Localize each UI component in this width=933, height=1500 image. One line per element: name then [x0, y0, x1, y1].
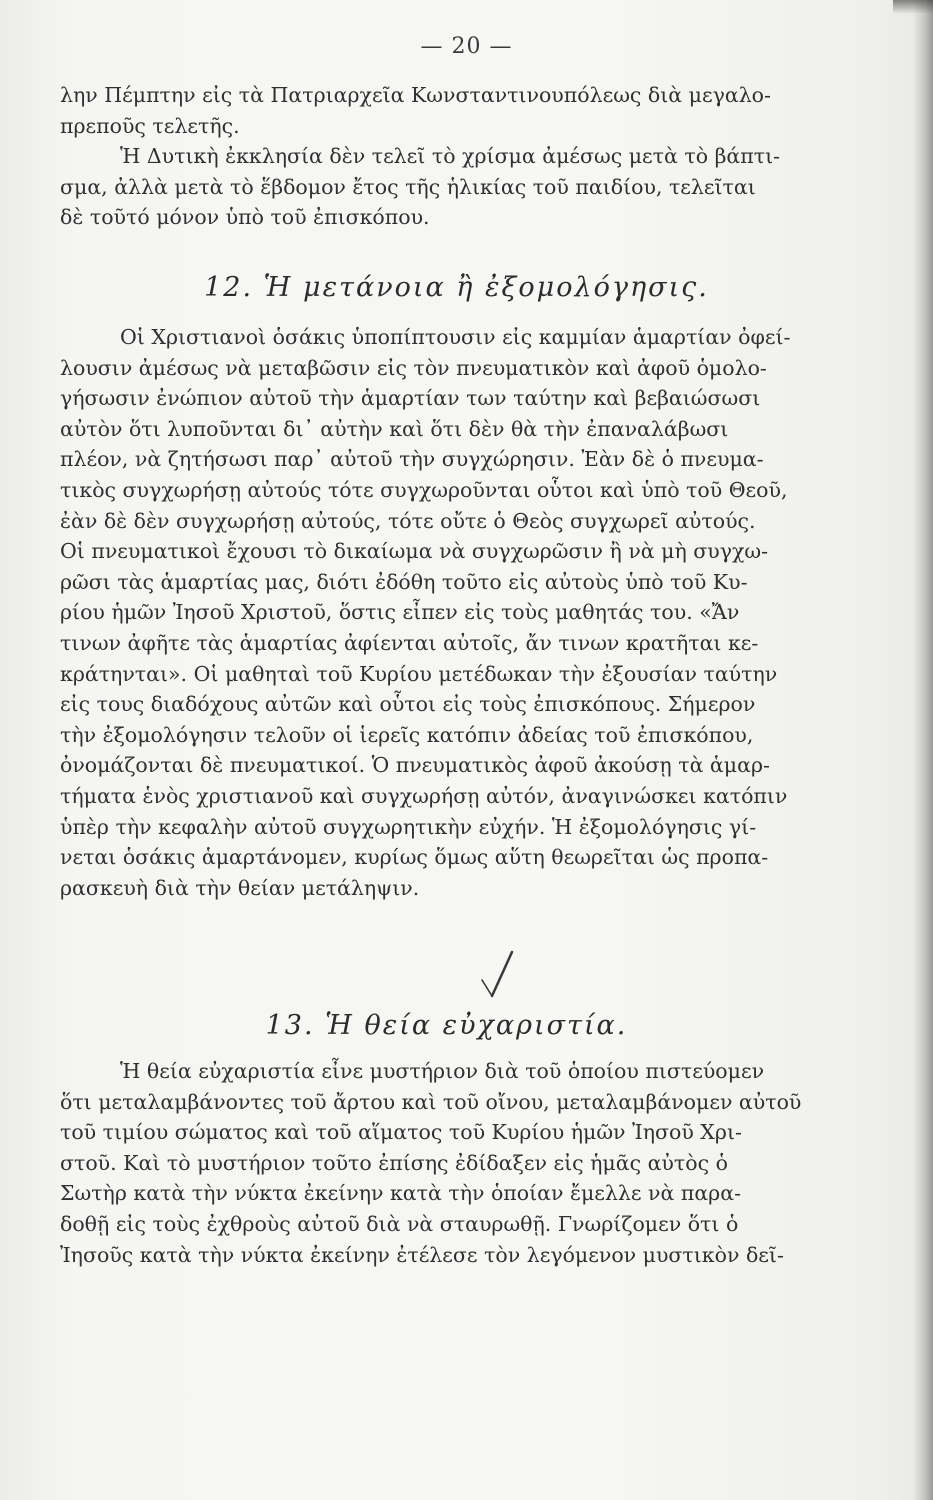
- text-line: τοῦ τιμίου σώματος καὶ τοῦ αἵματος τοῦ Κυρίου ἡμῶν Ἰησοῦ Χρι-: [60, 1120, 742, 1145]
- text-line: νεται ὁσάκις ἁμαρτάνομεν, κυρίως ὅμως αὕτη θεωρεῖται ὡς προπα-: [60, 845, 769, 870]
- text-line: ἐὰν δὲ δὲν συγχωρήσῃ αὐτούς, τότε οὔτε ὁ Θεὸς συγχωρεῖ αὐτούς.: [60, 508, 756, 533]
- section-heading-13: 13. Ἡ θεία εὐχαριστία.: [265, 1010, 628, 1041]
- text-line: Ἡ θεία εὐχαριστία εἶνε μυστήριον διὰ τοῦ ὁποίου πιστεύομεν: [120, 1059, 765, 1083]
- text-line: δὲ τοῦτό μόνον ὑπὸ τοῦ ἐπισκόπου.: [60, 205, 430, 230]
- text-line: Ἰησοῦς κατὰ τὴν νύκτα ἐκείνην ἐτέλεσε τὸν λεγόμενον μυστικὸν δεῖ-: [60, 1242, 784, 1267]
- text-line: γήσωσιν ἐνώπιον αὐτοῦ τὴν ἁμαρτίαν των ταύτην καὶ βεβαιώσωσι: [60, 386, 761, 411]
- text-line: Ἡ Δυτικὴ ἐκκλησία δὲν τελεῖ τὸ χρίσμα ἀμέσως μετὰ τὸ βάπτι-: [120, 144, 781, 169]
- section-heading-12: 12. Ἡ μετάνοια ἢ ἐξομολόγησις.: [204, 272, 709, 303]
- section-12-paragraph: [60, 322, 852, 903]
- text-line: τικὸς συγχωρήσῃ αὐτούς τότε συγχωροῦνται οὗτοι καὶ ὑπὸ τοῦ Θεοῦ,: [60, 477, 788, 502]
- text-line: δοθῇ εἰς τοὺς ἐχθροὺς αὐτοῦ διὰ νὰ σταυρωθῇ. Γνωρίζομεν ὅτι ὁ: [60, 1211, 739, 1236]
- text-line: τὴν ἐξομολόγησιν τελοῦν οἱ ἱερεῖς κατόπιν ἀδείας τοῦ ἐπισκόπου,: [60, 722, 754, 747]
- text-line: ὑπὲρ τὴν κεφαλὴν αὐτοῦ συγχωρητικὴν εὐχήν. Ἡ ἐξομολόγησις γί-: [60, 814, 757, 839]
- text-line: πρεποῦς τελετῆς.: [60, 113, 240, 138]
- page-edge-shadow: [913, 0, 933, 1500]
- text-line: ὅτι μεταλαμβάνοντες τοῦ ἄρτου καὶ τοῦ οἴνου, μεταλαμβάνομεν αὐτοῦ: [60, 1089, 802, 1114]
- text-line: Οἱ Χριστιανοὶ ὁσάκις ὑποπίπτουσιν εἰς καμμίαν ἁμαρτίαν ὀφεί-: [120, 325, 791, 349]
- text-line: ὀνομάζονται δὲ πνευματικοί. Ὁ πνευματικὸς ἀφοῦ ἀκούσῃ τὰ ἁμαρ-: [60, 753, 770, 778]
- text-line: κράτηνται». Οἱ μαθηταὶ τοῦ Κυρίου μετέδωκαν τὴν ἐξουσίαν ταύτην: [60, 661, 778, 686]
- page-corner-shadow: [893, 0, 933, 14]
- pen-mark: [478, 950, 518, 1000]
- text-line: πλέον, νὰ ζητήσωσι παρ᾽ αὐτοῦ τὴν συγχώρησιν. Ἐὰν δὲ ὁ πνευμα-: [60, 447, 764, 472]
- text-line: τινων ἀφῆτε τὰς ἁμαρτίας ἀφίενται αὐτοῖς, ἄν τινων κρατῆται κε-: [60, 630, 759, 655]
- section-13-paragraph: [60, 1056, 852, 1270]
- text-line: ρασκευὴ διὰ τὴν θείαν μετάληψιν.: [60, 875, 420, 900]
- text-line: Σωτὴρ κατὰ τὴν νύκτα ἐκείνην κατὰ τὴν ὁποίαν ἔμελλε νὰ παρα-: [60, 1181, 741, 1206]
- text-line: στοῦ. Καὶ τὸ μυστήριον τοῦτο ἐπίσης ἐδίδαξεν εἰς ἡμᾶς αὐτὸς ὁ: [60, 1150, 728, 1175]
- text-line: λουσιν ἀμέσως νὰ μεταβῶσιν εἰς τὸν πνευματικὸν καὶ ἀφοῦ ὁμολο-: [60, 355, 767, 380]
- text-line: ρίου ἡμῶν Ἰησοῦ Χριστοῦ, ὅστις εἶπεν εἰς τοὺς μαθητάς του. «Ἄν: [60, 600, 740, 625]
- text-line: αὐτὸν ὅτι λυποῦνται δι᾽ αὐτὴν καὶ ὅτι δὲν θὰ τὴν ἐπαναλάβωσι: [60, 416, 729, 441]
- text-line: σμα, ἀλλὰ μετὰ τὸ ἕβδομον ἔτος τῆς ἡλικίας τοῦ παιδίου, τελεῖται: [60, 174, 756, 199]
- page-number: — 20 —: [420, 34, 513, 59]
- text-line: ρῶσι τὰς ἁμαρτίας μας, διότι ἐδόθη τοῦτο εἰς αὐτοὺς ὑπὸ τοῦ Κυ-: [60, 569, 748, 594]
- text-line: τήματα ἑνὸς χριστιανοῦ καὶ συγχωρήσῃ αὐτόν, ἀναγινώσκει κατόπιν: [60, 783, 788, 808]
- text-line: Οἱ πνευματικοὶ ἔχουσι τὸ δικαίωμα νὰ συγχωρῶσιν ἢ νὰ μὴ συγχω-: [60, 539, 769, 564]
- text-line: εἰς τους διαδόχους αὐτῶν καὶ οὗτοι εἰς τοὺς ἐπισκόπους. Σήμερον: [60, 692, 756, 717]
- intro-paragraph: [60, 80, 852, 233]
- text-line: λην Πέμπτην εἰς τὰ Πατριαρχεῖα Κωνσταντινουπόλεως διὰ μεγαλο-: [60, 83, 771, 107]
